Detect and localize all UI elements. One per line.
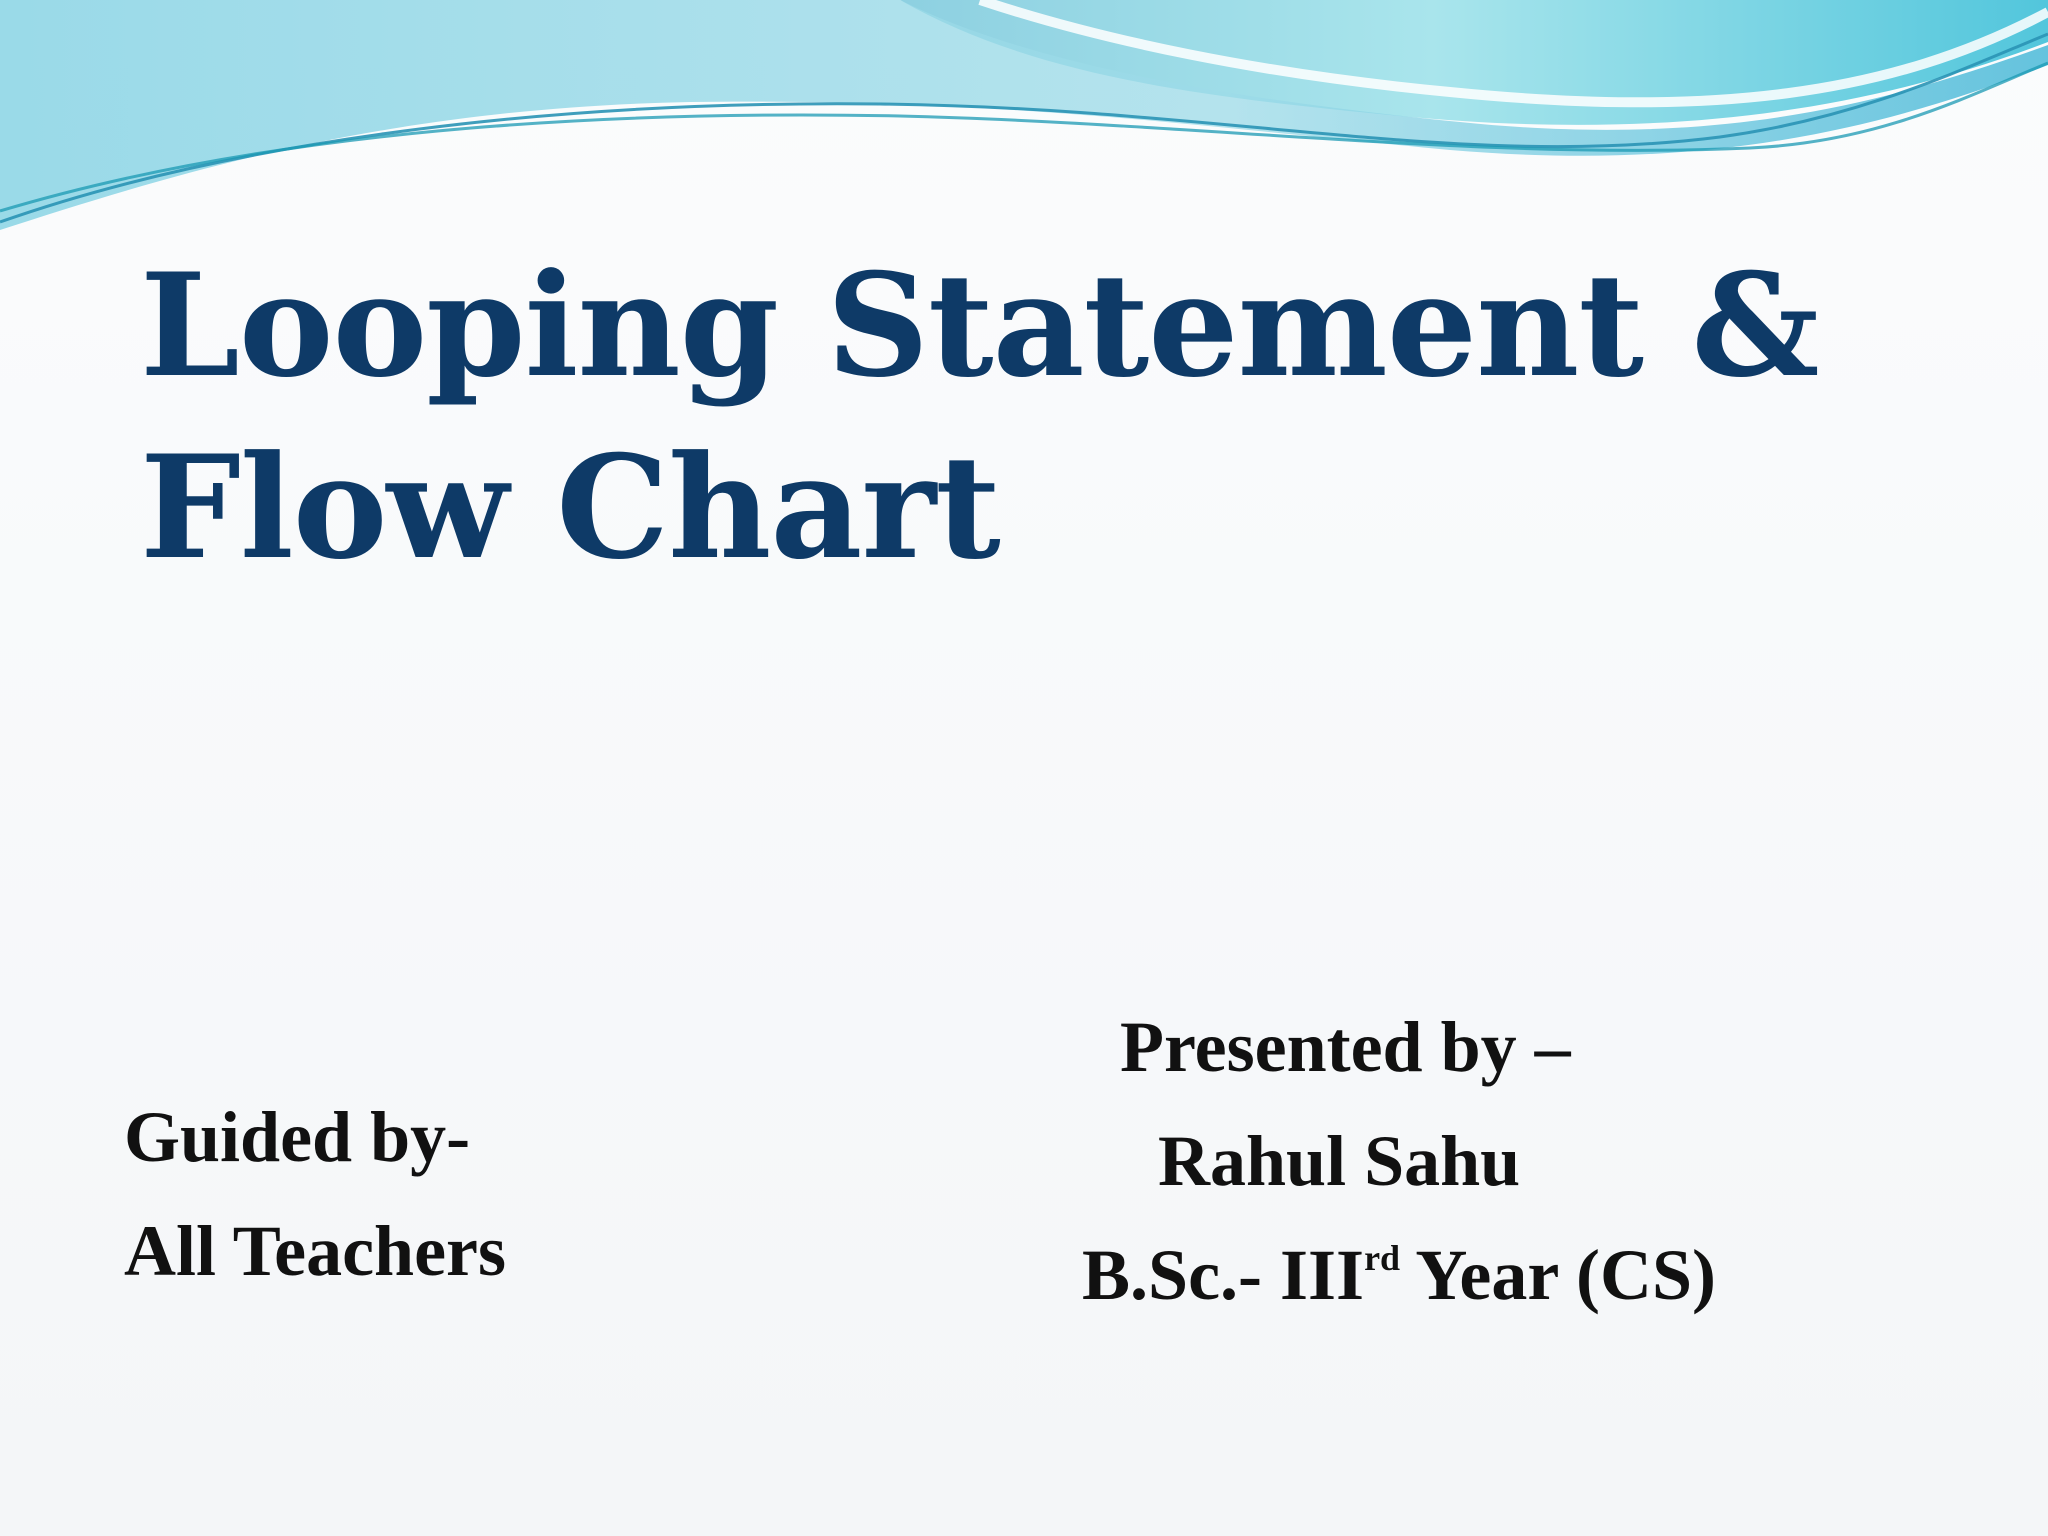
title-line-1: Looping Statement & [140,243,1819,409]
guided-by-block [124,1080,884,1308]
course-suffix: Year (CS) [1400,1235,1717,1315]
title-line-2: Flow Chart [140,425,1000,591]
slide-title [140,235,1900,599]
presented-by-label: Presented by – [1120,1007,1571,1087]
presented-by-block [1040,990,1940,1332]
course-prefix: B.Sc.- III [1082,1235,1365,1315]
guided-by-name: All Teachers [124,1211,507,1291]
presenter-name: Rahul Sahu [1158,1121,1521,1201]
guided-by-label: Guided by- [124,1097,471,1177]
decorative-wave [0,0,2048,260]
course-superscript: rd [1364,1238,1401,1279]
course-year [1040,1218,1940,1332]
